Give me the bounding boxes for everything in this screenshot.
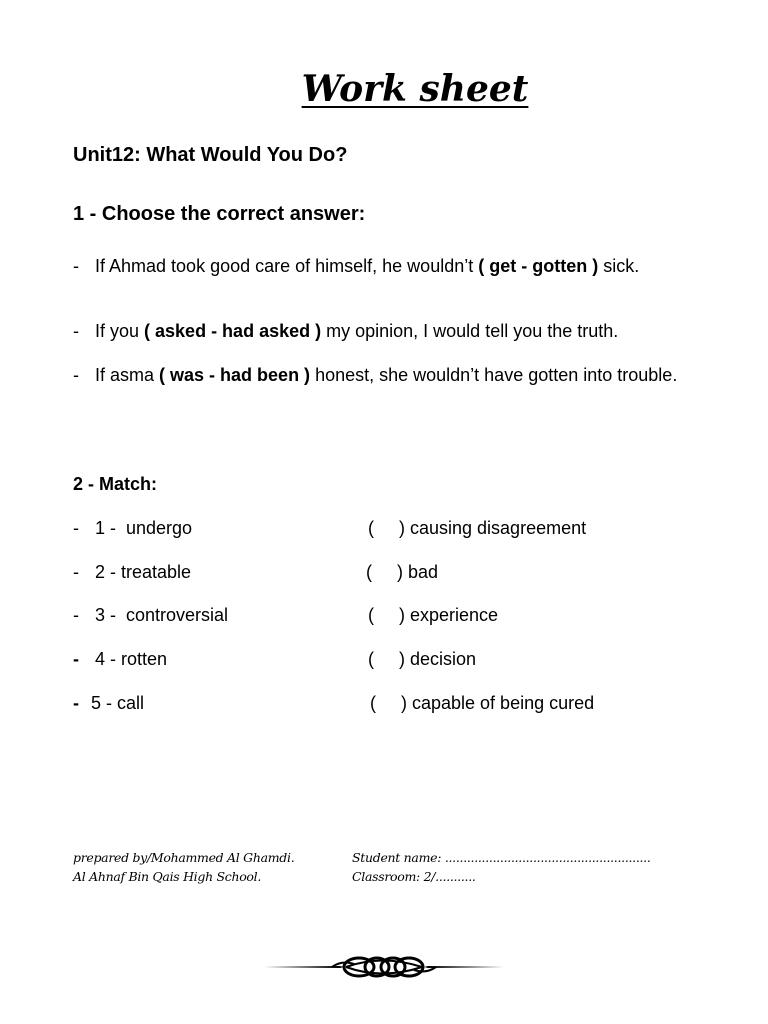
question-before: If Ahmad took good care of himself, he wouldn’t (95, 256, 479, 276)
footer-author (73, 848, 294, 886)
match-row (73, 649, 713, 671)
question-text (95, 255, 713, 277)
match-term: 5 - call (91, 693, 145, 713)
match-row (73, 605, 713, 627)
match-term: 3 - controversial (95, 605, 229, 625)
match-dash: - (73, 518, 79, 538)
worksheet-title-text: Work sheet (301, 68, 529, 110)
match-term: 4 - rotten (95, 649, 168, 669)
question-before: If you (95, 321, 145, 341)
question-dash: - (73, 365, 79, 385)
question-after: honest, she wouldn’t have gotten into trouble. (310, 365, 678, 385)
match-dash: - (73, 605, 79, 625)
match-dash: - (73, 562, 79, 582)
footer-prepared-by: prepared by/Mohammed Al Ghamdi. (73, 850, 295, 865)
match-definition: ( ) experience (368, 605, 499, 625)
question-choice: ( was - had been ) (159, 365, 311, 385)
question-1 (73, 255, 713, 277)
match-definition: ( ) decision (368, 649, 477, 669)
section1-heading: 1 - Choose the correct answer: (73, 203, 366, 225)
match-definition: ( ) capable of being cured (370, 693, 595, 713)
match-term: 1 - undergo (95, 518, 193, 538)
footer-school: Al Ahnaf Bin Qais High School. (73, 869, 262, 884)
match-dash: - (73, 649, 79, 669)
match-row (73, 562, 713, 584)
match-term: 2 - treatable (95, 562, 192, 582)
unit-heading: Unit12: What Would You Do? (73, 144, 348, 166)
section2-heading: 2 - Match: (73, 474, 158, 494)
question-before: If asma (95, 365, 160, 385)
footer-student-name: Student name: ........................................................ (352, 850, 651, 865)
footer-classroom: Classroom: 2/........... (352, 869, 476, 884)
footer-student (352, 848, 651, 886)
scroll-divider-icon (262, 950, 506, 984)
question-text (95, 364, 713, 386)
question-after: my opinion, I would tell you the truth. (321, 321, 619, 341)
question-choice: ( get - gotten ) (478, 256, 599, 276)
question-2 (73, 320, 713, 342)
question-choice: ( asked - had asked ) (144, 321, 322, 341)
worksheet-title (0, 68, 768, 110)
question-dash: - (73, 321, 79, 341)
match-definition: ( ) bad (366, 562, 439, 582)
match-row (73, 693, 713, 715)
question-text (95, 320, 713, 342)
question-after: sick. (598, 256, 640, 276)
match-definition: ( ) causing disagreement (368, 518, 587, 538)
question-3 (73, 364, 713, 386)
match-row (73, 518, 713, 540)
match-dash: - (73, 693, 79, 713)
question-dash: - (73, 256, 79, 276)
